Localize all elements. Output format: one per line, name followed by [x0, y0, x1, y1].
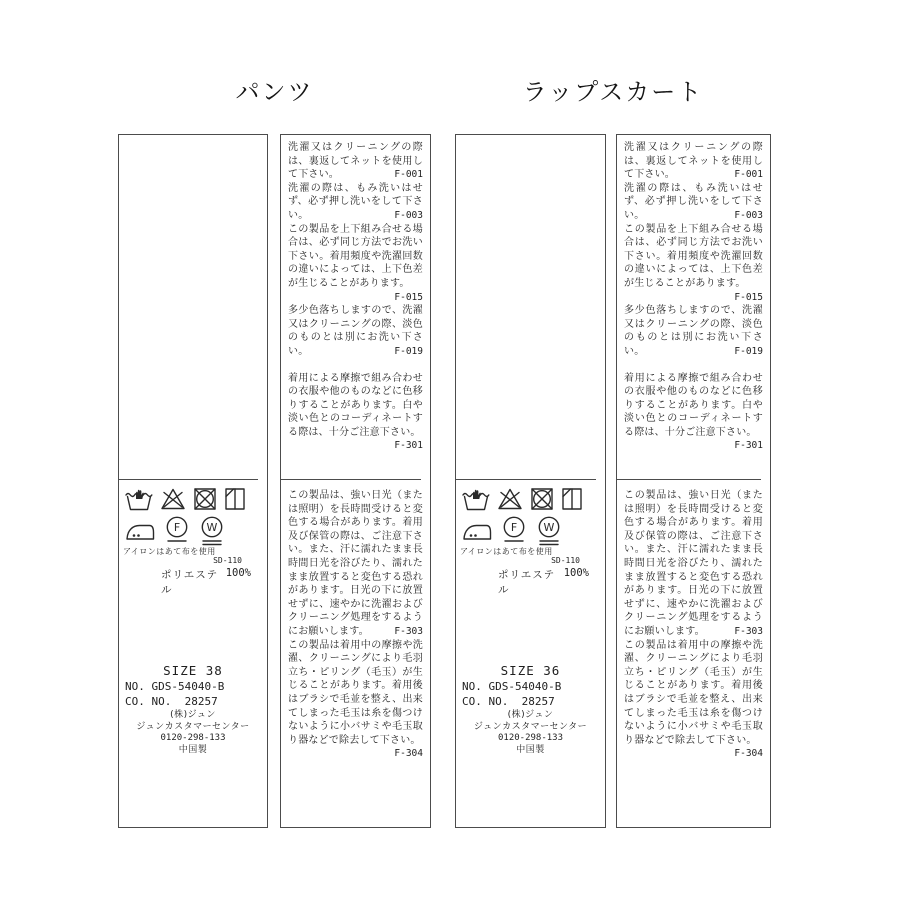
- phone-number: 0120-298-133: [497, 733, 564, 743]
- company-block: [456, 710, 605, 756]
- wet-clean-w-icon: [536, 515, 562, 547]
- no-bleach-icon: [496, 487, 524, 511]
- care-code: F-019: [734, 345, 763, 357]
- dry-clean-f-icon: [164, 515, 190, 545]
- care-paragraph: 洗濯の際は、もみ洗いはせず、必ず押し洗いをして下さい。 F-003: [288, 182, 423, 221]
- care-code: F-301: [394, 440, 423, 452]
- care-paragraph: この製品は着用中の摩擦や洗濯、クリーニングにより毛羽立ち・ピリング（毛玉）が生じることがあります。着用後はブラシで毛並を整え、出来てしまった毛玉は糸を傷つけないように小バサミや毛玉取り器などで除去して下さい。 F-304: [288, 639, 423, 760]
- panel-divider: [119, 479, 258, 480]
- care-code: F-001: [394, 169, 423, 181]
- care-paragraph: 着用による摩擦で組み合わせの衣服や他のものなどに色移りすることがあります。白や淡い色とのコーディネートする際は、十分ご注意下さい。 F-301: [288, 372, 423, 452]
- care-paragraph: この製品は、強い日光（または照明）を長時間受けると変色する場合があります。着用及び保管の際は、ご注意下さい。また、汗に濡れたまま長時間日光を浴びたり、濡れたまま放置すると変色する恐れがあります。日光の下に放置せずに、速やかに洗濯およびクリーニング処理をするようにお願いします。 F-303: [288, 490, 423, 637]
- care-code: F-001: [734, 169, 763, 181]
- care-symbols-row-1: [461, 486, 584, 512]
- no-bleach-icon: [159, 487, 187, 511]
- care-code: F-304: [734, 748, 763, 760]
- care-symbols-row-2: [125, 515, 225, 547]
- care-paragraph: 洗濯又はクリーニングの際は、裏返してネットを使用して下さい。 F-001: [624, 142, 763, 181]
- care-paragraph: 洗濯又はクリーニングの際は、裏返してネットを使用して下さい。 F-001: [288, 142, 423, 181]
- label-panel-text-pants: [280, 134, 431, 828]
- care-paragraph: 多少色落ちしますので、洗濯又はクリーニングの際、淡色のものとは別にお洗い下さい。 F-019: [624, 305, 763, 357]
- line-dry-in-shade-icon: [560, 487, 584, 511]
- care-code: F-015: [734, 291, 763, 303]
- care-paragraph: この製品は、強い日光（または照明）を長時間受けると変色する場合があります。着用及び保管の際は、ご注意下さい。また、汗に濡れたまま長時間日光を浴びたり、濡れたまま放置すると変色する恐れがあります。日光の下に放置せずに、速やかに洗濯およびクリーニング処理をするようにお願いします。 F-303: [624, 490, 763, 637]
- material-row: [161, 567, 251, 597]
- care-instructions-lower: [624, 489, 763, 761]
- panel-divider: [617, 479, 761, 480]
- iron-icon: [125, 520, 155, 542]
- size-label: SIZE 38: [163, 663, 223, 678]
- panel-divider: [281, 479, 421, 480]
- hand-wash-icon: [461, 486, 491, 512]
- care-paragraph: この製品を上下組み合せる場合は、必ず同じ方法でお洗い下さい。着用頻度や洗濯回数の違いによっては、上下色差が生じることがあります。 F-015: [624, 223, 763, 303]
- company-name: (株)ジュン: [507, 710, 554, 720]
- care-paragraph: 多少色落ちしますので、洗濯又はクリーニングの際、淡色のものとは別にお洗い下さい。 F-019: [288, 305, 423, 357]
- care-paragraph: 洗濯の際は、もみ洗いはせず、必ず押し洗いをして下さい。 F-003: [624, 182, 763, 221]
- iron-icon: [462, 520, 492, 542]
- country-of-origin: 中国製: [516, 744, 545, 755]
- co-number: CO. NO. 28257: [125, 695, 218, 708]
- material-row: [498, 567, 589, 597]
- country-of-origin: 中国製: [178, 744, 208, 755]
- phone-number: 0120-298-133: [160, 733, 226, 743]
- panel-divider: [456, 479, 596, 480]
- fabric-code: SD-110: [213, 556, 242, 565]
- care-code: F-303: [734, 625, 763, 637]
- label-panel-symbols-wrap-skirt: [455, 134, 606, 828]
- iron-note: アイロンはあて布を使用: [460, 547, 553, 556]
- care-code: F-301: [734, 440, 763, 452]
- care-code: F-003: [734, 209, 763, 221]
- no-tumble-dry-icon: [192, 487, 218, 511]
- care-paragraph: この製品を上下組み合せる場合は、必ず同じ方法でお洗い下さい。着用頻度や洗濯回数の違いによっては、上下色差が生じることがあります。 F-015: [288, 223, 423, 303]
- no-tumble-dry-icon: [529, 487, 555, 511]
- care-code: F-019: [394, 345, 423, 357]
- wet-clean-w-icon: [199, 515, 225, 547]
- care-code: F-015: [394, 291, 423, 303]
- company-block: [119, 710, 267, 756]
- hand-wash-icon: [124, 486, 154, 512]
- care-instructions-lower: [288, 489, 423, 761]
- label-panel-text-wrap-skirt: [616, 134, 771, 828]
- co-number: CO. NO. 28257: [462, 695, 555, 708]
- label-panel-symbols-pants: [118, 134, 268, 828]
- line-dry-in-shade-icon: [223, 487, 247, 511]
- care-symbols-row-1: [124, 486, 247, 512]
- product-title-wrap-skirt: ラップスカート: [522, 78, 704, 106]
- item-number: NO. GDS-54040-B: [462, 680, 562, 693]
- material-name: ポリエステル: [161, 569, 219, 596]
- care-paragraph: この製品は着用中の摩擦や洗濯、クリーニングにより毛羽立ち・ピリング（毛玉）が生じることがあります。着用後はブラシで毛並を整え、出来てしまった毛玉は糸を傷つけないように小バサミや毛玉取り器などで除去して下さい。 F-304: [624, 639, 763, 760]
- care-instructions-upper: [624, 141, 763, 453]
- customer-center: ジュンカスタマーセンター: [136, 721, 250, 732]
- product-title-pants: パンツ: [235, 78, 314, 106]
- size-label: SIZE 36: [500, 663, 561, 678]
- care-code: F-304: [394, 748, 423, 760]
- care-paragraph: 着用による摩擦で組み合わせの衣服や他のものなどに色移りすることがあります。白や淡い色とのコーディネートする際は、十分ご注意下さい。 F-301: [624, 372, 763, 452]
- fabric-code: SD-110: [551, 556, 580, 565]
- company-name: (株)ジュン: [170, 710, 216, 720]
- material-percent: 100%: [225, 567, 251, 579]
- iron-note: アイロンはあて布を使用: [123, 547, 216, 556]
- care-symbols-row-2: [462, 515, 562, 547]
- material-name: ポリエステル: [498, 569, 556, 596]
- care-code: F-303: [394, 625, 423, 637]
- care-instructions-upper: [288, 141, 423, 453]
- care-code: F-003: [394, 209, 423, 221]
- dry-clean-f-icon: [501, 515, 527, 545]
- material-percent: 100%: [563, 567, 589, 579]
- customer-center: ジュンカスタマーセンター: [473, 721, 588, 732]
- item-number: NO. GDS-54040-B: [125, 680, 225, 693]
